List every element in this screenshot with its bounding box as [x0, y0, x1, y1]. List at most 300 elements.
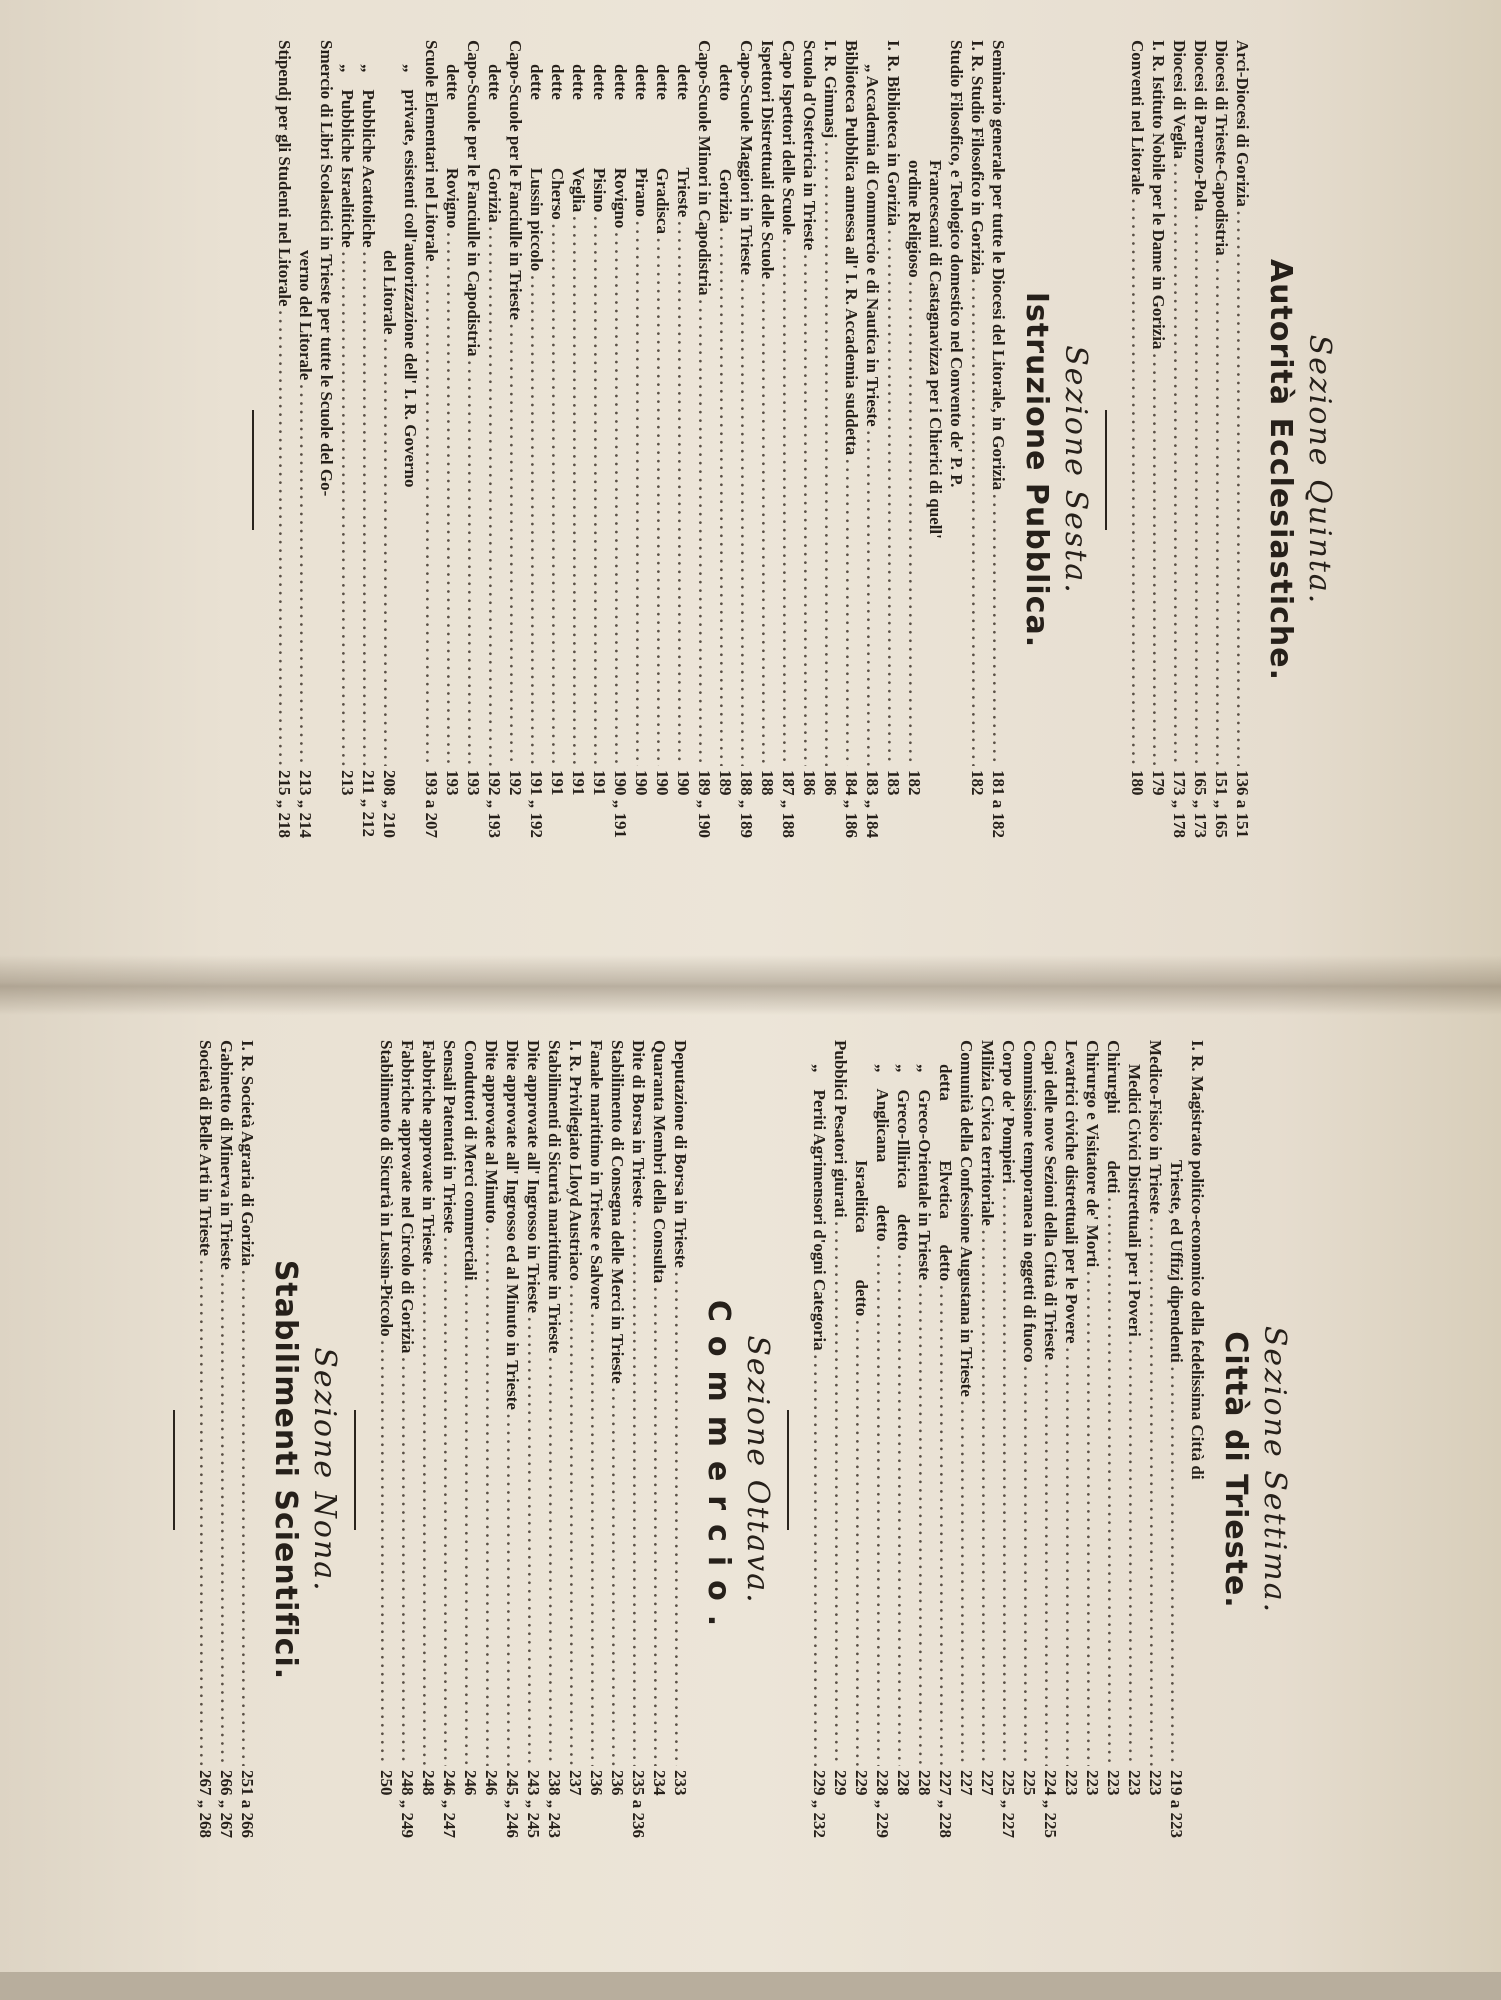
entry-label: Studio Filosofico, e Teologico domestico nel Convento de' P. P. — [947, 40, 966, 488]
index-entry — [946, 40, 967, 900]
entry-pages: 219 a 223 — [1167, 1770, 1186, 1838]
index-entry — [914, 1040, 935, 1900]
book-fold — [0, 955, 1501, 1015]
entry-pages: 245 „ 246 — [503, 1770, 522, 1838]
index-entry — [841, 40, 862, 900]
entry-label: I. R. Privilegiato Lloyd Austriaco — [566, 1040, 585, 1281]
section-title: Sezione Quinta. — [1302, 334, 1337, 606]
section-heading: Commercio. — [701, 1299, 736, 1641]
index-entry — [607, 1040, 628, 1900]
left-page — [0, 0, 1501, 955]
leader-dots — [610, 232, 631, 766]
entry-label: Ispettori Distrettuali delle Scuole — [758, 40, 777, 280]
entry-label: I. R. Studio Filosofico in Gorizia — [968, 40, 987, 275]
index-entry — [544, 1040, 565, 1900]
entry-pages: 246 „ 247 — [440, 1770, 459, 1838]
index-entry — [400, 40, 421, 900]
entry-label: Capi delle nove Sezioni della Città di Trieste — [1041, 1040, 1060, 1360]
index-entry — [673, 40, 694, 900]
entry-label: detto Gorizia — [716, 64, 735, 224]
entry-pages: 151 „ 165 — [1212, 770, 1231, 838]
index-entry — [379, 40, 400, 900]
section-heading: Città di Trieste. — [1218, 1331, 1253, 1609]
leader-dots — [463, 361, 484, 766]
leader-dots — [1061, 1348, 1082, 1766]
entry-pages: 173 „ 178 — [1170, 770, 1189, 838]
leader-dots — [547, 224, 568, 766]
leader-dots — [195, 1260, 216, 1766]
index-entry — [820, 40, 841, 900]
index-entry — [893, 1040, 914, 1900]
entry-pages: 191 — [548, 770, 567, 796]
index-entry — [628, 1040, 649, 1900]
entry-label: Arci-Diocesi di Gorizia — [1233, 40, 1252, 207]
leader-dots — [914, 1284, 935, 1766]
entry-pages: 267 „ 268 — [196, 1770, 215, 1838]
leader-dots — [274, 311, 295, 766]
leader-dots — [778, 239, 799, 766]
index-entry — [652, 40, 673, 900]
entry-label: Trieste, ed Uffizj dipendenti — [1167, 1160, 1186, 1363]
divider — [1105, 410, 1107, 530]
leader-dots — [1019, 1367, 1040, 1766]
entry-pages: 184 „ 186 — [842, 770, 861, 838]
index-entry — [376, 1040, 397, 1900]
entry-pages: 186 — [800, 770, 819, 796]
entry-list — [376, 1040, 691, 1900]
leader-dots — [820, 142, 841, 766]
index-entry — [1082, 1040, 1103, 1900]
index-entry — [418, 1040, 439, 1900]
entry-label: Medico-Fisico in Trieste — [1146, 1040, 1165, 1215]
leader-dots — [988, 494, 1009, 766]
entry-pages: 208 „ 210 — [380, 770, 399, 838]
index-entry — [1148, 40, 1169, 900]
entry-pages: 213 — [338, 770, 357, 796]
index-entry — [1061, 1040, 1082, 1900]
entry-list — [195, 1040, 258, 1900]
left-page-content — [45, 40, 1345, 900]
entry-pages: 228 „ 229 — [873, 1770, 892, 1838]
entry-label: Dite approvate all' Ingrosso ed al Minuto in Trieste — [503, 1040, 522, 1410]
leader-dots — [1169, 163, 1190, 766]
index-entry — [998, 1040, 1019, 1900]
entry-pages: 191 — [590, 770, 609, 796]
index-entry — [1190, 40, 1211, 900]
entry-label: „ Greco-Orientale in Trieste — [915, 1064, 934, 1281]
index-entry — [988, 40, 1009, 900]
leader-dots — [670, 1272, 691, 1766]
entry-label: Stabilimento di Consegna delle Merci in Trieste — [608, 1040, 627, 1384]
entry-label: dette Cherso — [548, 64, 567, 220]
entry-list — [274, 40, 1009, 900]
section-heading: Autorità Ecclesiastiche. — [1263, 258, 1298, 682]
entry-pages: 251 a 266 — [238, 1770, 257, 1838]
index-entry — [862, 40, 883, 900]
leader-dots — [757, 283, 778, 766]
index-entry — [421, 40, 442, 900]
index-entry — [523, 1040, 544, 1900]
entry-label: Commissione temporanea in oggetti di fuoco — [1020, 1040, 1039, 1363]
index-entry — [809, 1040, 830, 1900]
entry-label: Comunità della Confessione Augustana in Trieste — [957, 1040, 976, 1397]
leader-dots — [544, 1357, 565, 1766]
index-entry — [631, 40, 652, 900]
entry-pages: 234 — [650, 1770, 669, 1796]
entry-pages: 183 — [884, 770, 903, 796]
leader-dots — [526, 275, 547, 766]
entry-pages: 228 — [894, 1770, 913, 1796]
entry-pages: 188 — [758, 770, 777, 796]
entry-label: Diocesi di Veglia — [1170, 40, 1189, 160]
entry-label: Capo Ispettori delle Scuole — [779, 40, 798, 236]
index-entry — [610, 40, 631, 900]
entry-label: ordine Religioso — [905, 160, 924, 278]
leader-dots — [694, 300, 715, 767]
entry-pages: 266 „ 267 — [217, 1770, 236, 1838]
entry-pages: 165 „ 173 — [1191, 770, 1210, 838]
entry-pages: 192 — [506, 770, 525, 796]
index-entry — [778, 40, 799, 900]
entry-label: dette Trieste — [674, 64, 693, 218]
entry-pages: 189 „ 190 — [695, 770, 714, 838]
entry-pages: 191 — [569, 770, 588, 796]
index-entry — [337, 40, 358, 900]
leader-dots — [418, 1268, 439, 1766]
section-heading: Stabilimenti Scientifici. — [268, 1259, 303, 1681]
entry-label: Quaranta Membri della Consulta — [650, 1040, 669, 1284]
entry-label: dette Gradisca — [653, 64, 672, 234]
index-entry — [316, 40, 337, 900]
leader-dots — [397, 1357, 418, 1766]
leader-dots — [1232, 211, 1253, 766]
entry-pages: 213 „ 214 — [296, 770, 315, 838]
entry-label: Conventi nel Litorale — [1128, 40, 1147, 195]
index-entry — [1232, 40, 1253, 900]
index-entry — [799, 40, 820, 900]
entry-label: dette Pirano — [632, 64, 651, 217]
entry-pages: 233 — [671, 1770, 690, 1796]
leader-dots — [1145, 1218, 1166, 1766]
entry-pages: 189 — [716, 770, 735, 796]
index-entry — [547, 40, 568, 900]
section-title: Sezione Sesta. — [1058, 345, 1093, 595]
index-entry — [736, 40, 757, 900]
leader-dots — [439, 1237, 460, 1766]
leader-dots — [977, 1230, 998, 1766]
index-entry — [1019, 1040, 1040, 1900]
entry-pages: 136 a 151 — [1233, 770, 1252, 838]
section-title: Sezione Settima. — [1257, 1325, 1292, 1615]
index-entry — [830, 1040, 851, 1900]
leader-dots — [998, 1188, 1019, 1766]
entry-pages: 246 — [482, 1770, 501, 1796]
entry-label: „ private, esistenti coll'autorizzazione dell' I. R. Governo — [401, 64, 420, 488]
index-entry — [883, 40, 904, 900]
leader-dots — [484, 227, 505, 766]
index-entry — [851, 1040, 872, 1900]
entry-label: Israelitica detto — [852, 1160, 871, 1317]
index-entry — [397, 1040, 418, 1900]
index-entry — [195, 1040, 216, 1900]
entry-label: Deputazione di Borsa in Trieste — [671, 1040, 690, 1268]
index-entry — [694, 40, 715, 900]
leader-dots — [851, 1320, 872, 1766]
entry-pages: 236 — [608, 1770, 627, 1796]
entry-pages: 238 „ 243 — [545, 1770, 564, 1838]
entry-label: Capo-Scuole per le Fanciulle in Trieste — [506, 40, 525, 321]
entry-pages: 183 „ 184 — [863, 770, 882, 838]
entry-pages: 237 — [566, 1770, 585, 1796]
entry-label: „ Periti Agrimensori d'ogni Categoria — [810, 1064, 829, 1351]
divider — [252, 410, 254, 530]
index-entry — [935, 1040, 956, 1900]
entry-label: Scuole Elementari nel Litorale — [422, 40, 441, 262]
entry-label: dette Rovigno — [443, 64, 462, 229]
index-entry — [872, 1040, 893, 1900]
index-entry — [505, 40, 526, 900]
leader-dots — [358, 252, 379, 766]
index-entry — [649, 1040, 670, 1900]
section-title: Sezione Ottava. — [740, 1335, 775, 1605]
entry-label: detta Elvetica detto — [936, 1064, 955, 1282]
index-entry — [1040, 1040, 1061, 1900]
entry-label: Seminario generale per tutte le Diocesi del Litorale, in Gorizia — [989, 40, 1008, 491]
leader-dots — [379, 339, 400, 766]
page-edge — [0, 1972, 1501, 2000]
index-entry — [1145, 1040, 1166, 1900]
entry-pages: 224 „ 225 — [1041, 1770, 1060, 1838]
leader-dots — [862, 431, 883, 766]
section-title: Sezione Nona. — [307, 1347, 342, 1593]
index-entry — [904, 40, 925, 900]
entry-label: Dite approvate all' Ingrosso in Trieste — [524, 1040, 543, 1314]
entry-pages: 243 „ 245 — [524, 1770, 543, 1838]
leader-dots — [736, 279, 757, 766]
entry-label: Smercio di Libri Scolastici in Trieste per tutte le Scuole del Go- — [317, 40, 336, 497]
leader-dots — [956, 1401, 977, 1766]
entry-label: dette Pisino — [590, 64, 609, 213]
index-entry — [977, 1040, 998, 1900]
index-entry — [1211, 40, 1232, 900]
leader-dots — [872, 1246, 893, 1766]
entry-label: Stabilimenti di Sicurtà marittime in Trieste — [545, 1040, 564, 1354]
entry-pages: 182 — [905, 770, 924, 796]
index-entry — [565, 1040, 586, 1900]
entry-label: Fabbriche approvate nel Circolo di Gorizia — [398, 1040, 417, 1354]
entry-label: I. R. Gimnasj — [821, 40, 840, 139]
entry-label: „ Pubbliche Acattoliche — [359, 64, 378, 248]
leader-dots — [442, 232, 463, 766]
entry-label: Francescani di Castagnavizza per i Chierici di quell' — [926, 160, 945, 539]
entry-label: Fanale marittimo in Trieste e Salvore — [587, 1040, 606, 1310]
entry-pages: 188 „ 189 — [737, 770, 756, 838]
leader-dots — [967, 279, 988, 766]
entry-pages: 193 — [443, 770, 462, 796]
leader-dots — [481, 1227, 502, 1766]
index-entry — [481, 1040, 502, 1900]
leader-dots — [1211, 260, 1232, 766]
leader-dots — [568, 216, 589, 766]
entry-label: dette Lussin piccolo — [527, 64, 546, 272]
entry-pages: 190 — [674, 770, 693, 796]
leader-dots — [565, 1285, 586, 1766]
entry-label: Dite approvate al Minuto — [482, 1040, 501, 1224]
index-entry — [670, 1040, 691, 1900]
leader-dots — [1124, 1341, 1145, 1766]
entry-label: I. R. Magistrato politico-economico della fedelissima Città di — [1188, 1040, 1207, 1480]
leader-dots — [631, 221, 652, 766]
entry-pages: 223 — [1083, 1770, 1102, 1796]
entry-label: Sensali Patentati in Trieste — [440, 1040, 459, 1234]
section-heading: Istruzione Pubblica. — [1019, 291, 1054, 649]
leader-dots — [1103, 1197, 1124, 1766]
leader-dots — [904, 282, 925, 766]
leader-dots — [502, 1414, 523, 1766]
entry-label: Chirurghi detti — [1104, 1040, 1123, 1194]
index-entry — [757, 40, 778, 900]
index-entry — [442, 40, 463, 900]
entry-label: Pubblici Pesatori giurati — [831, 1040, 850, 1218]
leader-dots — [715, 228, 736, 766]
entry-pages: 250 — [377, 1770, 396, 1796]
entry-label: Stabilimento di Sicurtà in Lussin-Piccolo — [377, 1040, 396, 1337]
entry-label: „ Accademia di Commercio e di Nautica in Trieste — [863, 64, 882, 427]
leader-dots — [421, 265, 442, 766]
entry-pages: 186 — [821, 770, 840, 796]
entry-label: Capo-Scuole per le Fanciulle in Capodistria — [464, 40, 483, 357]
leader-dots — [649, 1287, 670, 1766]
entry-list — [1127, 40, 1253, 900]
entry-label: Conduttori di Merci commerciali — [461, 1040, 480, 1281]
entry-pages: 227 — [978, 1770, 997, 1796]
index-entry — [502, 1040, 523, 1900]
entry-pages: 223 — [1125, 1770, 1144, 1796]
divider — [173, 1410, 175, 1530]
entry-label: I. R. Biblioteca in Gorizia — [884, 40, 903, 227]
entry-pages: 246 — [461, 1770, 480, 1796]
leader-dots — [799, 254, 820, 766]
entry-pages: 181 a 182 — [989, 770, 1008, 838]
index-entry — [1103, 1040, 1124, 1900]
index-entry — [925, 40, 946, 900]
entry-label: Gabinetto di Minerva in Trieste — [217, 1040, 236, 1270]
entry-pages: 187 „ 188 — [779, 770, 798, 838]
entry-pages: 248 — [419, 1770, 438, 1796]
entry-pages: 211 „ 212 — [359, 770, 378, 838]
entry-pages: 225 — [1020, 1770, 1039, 1796]
entry-label: „ Anglicana detto — [873, 1064, 892, 1242]
index-entry — [589, 40, 610, 900]
entry-pages: 190 — [653, 770, 672, 796]
leader-dots — [460, 1285, 481, 1766]
entry-pages: 215 „ 218 — [275, 770, 294, 838]
index-entry — [1169, 40, 1190, 900]
leader-dots — [589, 216, 610, 766]
leader-dots — [607, 1388, 628, 1766]
entry-label: Società di Belle Arti in Trieste — [196, 1040, 215, 1257]
entry-pages: 223 — [1146, 1770, 1165, 1796]
entry-pages: 179 — [1149, 770, 1168, 796]
leader-dots — [1127, 199, 1148, 766]
leader-dots — [1148, 353, 1169, 766]
entry-label: „ Greco-Illirica detto — [894, 1064, 913, 1251]
index-entry — [439, 1040, 460, 1900]
leader-dots — [295, 384, 316, 766]
entry-label: Dite di Borsa in Trieste — [629, 1040, 648, 1208]
entry-pages: 235 a 236 — [629, 1770, 648, 1838]
index-entry — [568, 40, 589, 900]
entry-pages: 229 — [852, 1770, 871, 1796]
entry-pages: 193 — [464, 770, 483, 796]
leader-dots — [893, 1255, 914, 1766]
entry-label: Medici Civici Distrettuali per i Poveri — [1125, 1064, 1144, 1337]
leader-dots — [1082, 1271, 1103, 1766]
entry-label: I. R. Società Agraria di Gorizia — [238, 1040, 257, 1267]
index-entry — [1124, 1040, 1145, 1900]
entry-label: Milizia Civica territoriale — [978, 1040, 997, 1226]
leader-dots — [673, 221, 694, 766]
leader-dots — [505, 324, 526, 766]
entry-list — [809, 1040, 1208, 1900]
entry-label: Diocesi di Parenzo-Pola — [1191, 40, 1210, 212]
entry-label: dette Rovigno — [611, 64, 630, 229]
entry-label: Levatrici civiche distrettuali per le Povere — [1062, 1040, 1081, 1344]
entry-label: Biblioteca Pubblica annessa all' I. R. Accademia suddetta — [842, 40, 861, 456]
entry-label: „ Pubbliche Israelitiche — [338, 64, 357, 248]
leader-dots — [237, 1270, 258, 1766]
leader-dots — [628, 1211, 649, 1766]
leader-dots — [1190, 216, 1211, 766]
leader-dots — [935, 1285, 956, 1766]
entry-pages: 190 — [632, 770, 651, 796]
entry-pages: 229 — [831, 1770, 850, 1796]
entry-pages: 191 „ 192 — [527, 770, 546, 838]
entry-label: Scuola d'Ostetricia in Trieste — [800, 40, 819, 251]
entry-label: I. R. Istituto Nobile per le Dame in Gorizia — [1149, 40, 1168, 350]
index-entry — [1187, 1040, 1208, 1900]
index-entry — [956, 1040, 977, 1900]
leader-dots — [586, 1314, 607, 1766]
entry-label: Chirurgo e Visitatore de' Morti — [1083, 1040, 1102, 1268]
leader-dots — [337, 252, 358, 766]
leader-dots — [523, 1317, 544, 1766]
right-page — [0, 1015, 1501, 1972]
index-entry — [295, 40, 316, 900]
entry-pages: 227 „ 228 — [936, 1770, 955, 1838]
index-entry — [715, 40, 736, 900]
leader-dots — [1040, 1364, 1061, 1766]
index-entry — [484, 40, 505, 900]
index-entry — [460, 1040, 481, 1900]
index-entry — [1166, 1040, 1187, 1900]
leader-dots — [809, 1355, 830, 1766]
entry-label: verno del Litorale — [296, 250, 315, 381]
divider — [787, 1410, 789, 1530]
entry-label: dette Gorizia — [485, 64, 504, 223]
index-entry — [216, 1040, 237, 1900]
entry-pages: 248 „ 249 — [398, 1770, 417, 1838]
entry-pages: 193 a 207 — [422, 770, 441, 838]
leader-dots — [841, 459, 862, 766]
entry-label: Capo-Scuole Minori in Capodistria — [695, 40, 714, 296]
entry-pages: 190 „ 191 — [611, 770, 630, 838]
entry-pages: 223 — [1062, 1770, 1081, 1796]
entry-label: Stipendj per gli Studenti nel Litorale — [275, 40, 294, 307]
index-entry — [967, 40, 988, 900]
index-entry — [274, 40, 295, 900]
index-entry — [463, 40, 484, 900]
